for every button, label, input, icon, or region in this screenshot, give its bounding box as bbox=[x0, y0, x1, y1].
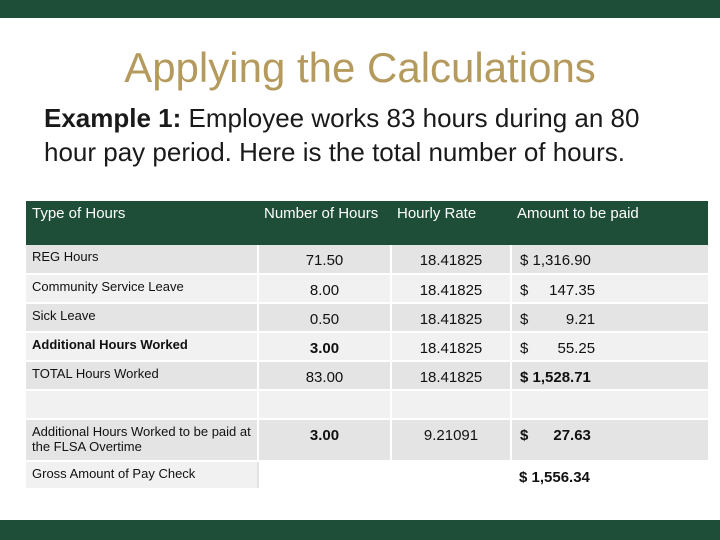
row-amount: $ 9.21 bbox=[511, 303, 708, 332]
gross-blank-hours bbox=[258, 461, 391, 489]
example-label: Example 1: bbox=[44, 103, 182, 133]
table-row bbox=[26, 419, 708, 461]
row-amount: $ 55.25 bbox=[511, 332, 708, 361]
gross-blank-rate bbox=[391, 461, 511, 489]
row-rate: 18.41825 bbox=[391, 361, 511, 390]
bottom-band bbox=[0, 520, 720, 540]
row-hours: 71.50 bbox=[258, 245, 391, 274]
table-row bbox=[26, 390, 708, 419]
table-row bbox=[26, 245, 708, 274]
row-type: Additional Hours Worked to be paid at the FLSA Overtime bbox=[26, 419, 258, 461]
table-row bbox=[26, 361, 708, 390]
row-rate: 9.21091 bbox=[391, 419, 511, 461]
example-description: Employee works 83 hours during an 80 hour pay period. Here is the total number of hours. bbox=[44, 103, 640, 167]
row-hours: 3.00 bbox=[258, 332, 391, 361]
row-hours bbox=[258, 390, 391, 419]
slide-title: Applying the Calculations bbox=[124, 44, 596, 91]
row-rate: 18.41825 bbox=[391, 245, 511, 274]
row-type: Additional Hours Worked bbox=[26, 332, 258, 361]
row-type: TOTAL Hours Worked bbox=[26, 361, 258, 390]
header-type-of-hours: Type of Hours bbox=[26, 201, 258, 245]
row-type: REG Hours bbox=[26, 245, 258, 274]
row-amount: $ 1,528.71 bbox=[511, 361, 708, 390]
row-rate: 18.41825 bbox=[391, 332, 511, 361]
top-band bbox=[0, 0, 720, 18]
example-text bbox=[44, 101, 684, 169]
gross-label: Gross Amount of Pay Check bbox=[26, 461, 258, 489]
row-hours: 0.50 bbox=[258, 303, 391, 332]
gross-row bbox=[26, 461, 708, 489]
header-number-of-hours: Number of Hours bbox=[258, 201, 391, 245]
row-type: Community Service Leave bbox=[26, 274, 258, 303]
row-amount: $ 1,316.90 bbox=[511, 245, 708, 274]
header-hourly-rate: Hourly Rate bbox=[391, 201, 511, 245]
table-row bbox=[26, 274, 708, 303]
table-row bbox=[26, 332, 708, 361]
row-rate bbox=[391, 390, 511, 419]
row-hours: 83.00 bbox=[258, 361, 391, 390]
row-amount bbox=[511, 390, 708, 419]
row-type: Sick Leave bbox=[26, 303, 258, 332]
row-amount: $ 27.63 bbox=[511, 419, 708, 461]
table-row bbox=[26, 303, 708, 332]
header-amount-to-be-paid: Amount to be paid bbox=[511, 201, 708, 245]
table-header-row bbox=[26, 201, 708, 245]
pay-calculation-table bbox=[26, 201, 708, 490]
row-rate: 18.41825 bbox=[391, 303, 511, 332]
row-type bbox=[26, 390, 258, 419]
row-hours: 8.00 bbox=[258, 274, 391, 303]
row-hours: 3.00 bbox=[258, 419, 391, 461]
gross-amount: $ 1,556.34 bbox=[511, 461, 708, 489]
row-rate: 18.41825 bbox=[391, 274, 511, 303]
row-amount: $ 147.35 bbox=[511, 274, 708, 303]
